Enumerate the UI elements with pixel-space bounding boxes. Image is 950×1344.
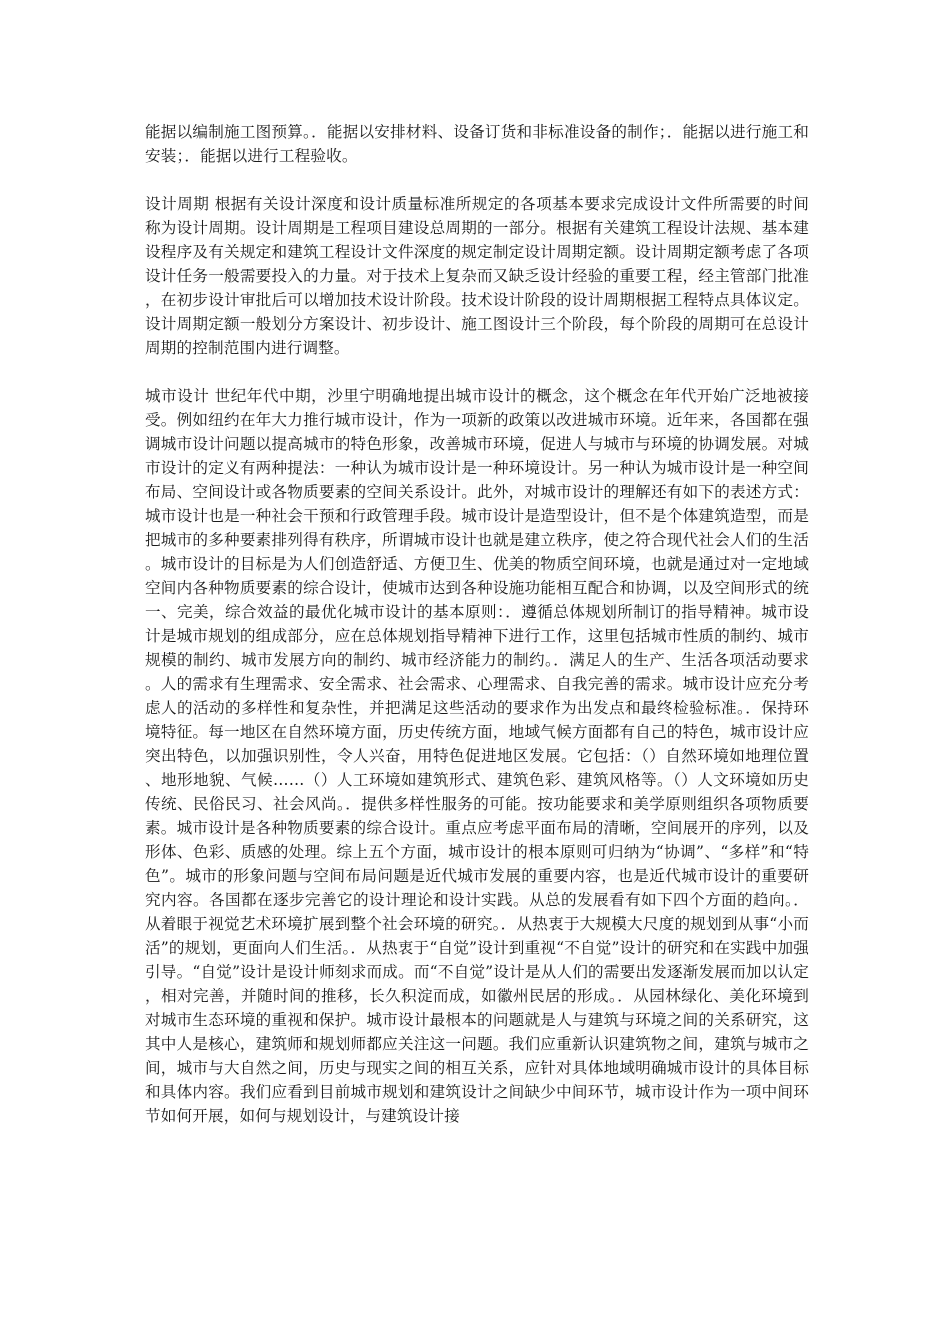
paragraph-design-period: 设计周期 根据有关设计深度和设计质量标准所规定的各项基本要求完成设计文件所需要的时间称为设计周期。设计周期是工程项目建设总周期的一部分。根据有关建筑工程设计法规、基本建设程序及有关规定和建筑工程设计文件深度的规定制定设计周期定额。设计周期定额考虑了各项设计任务一般需要投入的力量。对于技术上复杂而又缺乏设计经验的重要工程，经主管部门批准，在初步设计审批后可以增加技术设计阶段。技术设计阶段的设计周期根据工程特点具体议定。设计周期定额一般划分方案设计、初步设计、施工图设计三个阶段，每个阶段的周期可在总设计周期的控制范围内进行调整。 xyxy=(145,195,809,357)
document-page xyxy=(145,120,809,1128)
paragraph-urban-design: 城市设计 世纪年代中期，沙里宁明确地提出城市设计的概念，这个概念在年代开始广泛地被接受。例如纽约在年大力推行城市设计，作为一项新的政策以改进城市环境。近年来，各国都在强调城市设计问题以提高城市的特色形象，改善城市环境，促进人与城市与环境的协调发展。对城市设计的定义有两种提法：一种认为城市设计是一种环境设计。另一种认为城市设计是一种空间布局、空间设计或各物质要素的空间关系设计。此外，对城市设计的理解还有如下的表述方式：城市设计也是一种社会干预和行政管理手段。城市设计是造型设计，但不是个体建筑造型，而是把城市的多种要素排列得有秩序，所谓城市设计也就是建立秩序，使之符合现代社会人们的生活。城市设计的目标是为人们创造舒适、方便卫生、优美的物质空间环境，也就是通过对一定地域空间内各种物质要素的综合设计，使城市达到各种设施功能相互配合和协调，以及空间形式的统一、完美，综合效益的最优化城市设计的基本原则：．遵循总体规划所制订的指导精神。城市设计是城市规划的组成部分，应在总体规划指导精神下进行工作，这里包括城市性质的制约、城市规模的制约、城市发展方向的制约、城市经济能力的制约。．满足人的生产、生活各项活动要求。人的需求有生理需求、安全需求、社会需求、心理需求、自我完善的需求。城市设计应充分考虑人的活动的多样性和复杂性，并把满足这些活动的要求作为出发点和最终检验标准。．保持环境特征。每一地区在自然环境方面，历史传统方面，地域气候方面都有自己的特色，城市设计应突出特色，以加强识别性，令人兴奋，用特色促进地区发展。它包括：（）自然环境如地理位置、地形地貌、气候……（）人工环境如建筑形式、建筑色彩、建筑风格等。（）人文环境如历史传统、民俗民习、社会风尚。．提供多样性服务的可能。按功能要求和美学原则组织各项物质要素。城市设计是各种物质要素的综合设计。重点应考虑平面布局的清晰，空间展开的序列，以及形体、色彩、质感的处理。综上五个方面，城市设计的根本原则可归纳为“协调”、“多样”和“特色”。城市的形象问题与空间布局问题是近代城市发展的重要内容，也是近代城市设计的重要研究内容。各国都在逐步完善它的设计理论和设计实践。从总的发展看有如下四个方面的趋向。．从着眼于视觉艺术环境扩展到整个社会环境的研究。．从热衷于大规模大尺度的规划到从事“小而活”的规划，更面向人们生活。．从热衷于“自觉”设计到重视“不自觉”设计的研究和在实践中加强引导。“自觉”设计是设计师刻求而成。而“不自觉”设计是从人们的需要出发逐渐发展而加以认定，相对完善，并随时间的推移，长久积淀而成，如徽州民居的形成。．从园林绿化、美化环境到对城市生态环境的重视和保护。城市设计最根本的问题就是人与建筑与环境之间的关系研究，这其中人是核心，建筑师和规划师都应关注这一问题。我们应重新认识建筑物之间，建筑与城市之间，城市与大自然之间，历史与现实之间的相互关系，应针对具体地域明确城市设计的具体目标和具体内容。我们应看到目前城市规划和建筑设计之间缺少中间环节，城市设计作为一项中间环节如何开展，如何与规划设计，与建筑设计接 xyxy=(145,387,809,1125)
paragraph-construction-drawing: 能据以编制施工图预算。．能据以安排材料、设备订货和非标准设备的制作；．能据以进行施工和安装；．能据以进行工程验收。 xyxy=(145,123,809,165)
